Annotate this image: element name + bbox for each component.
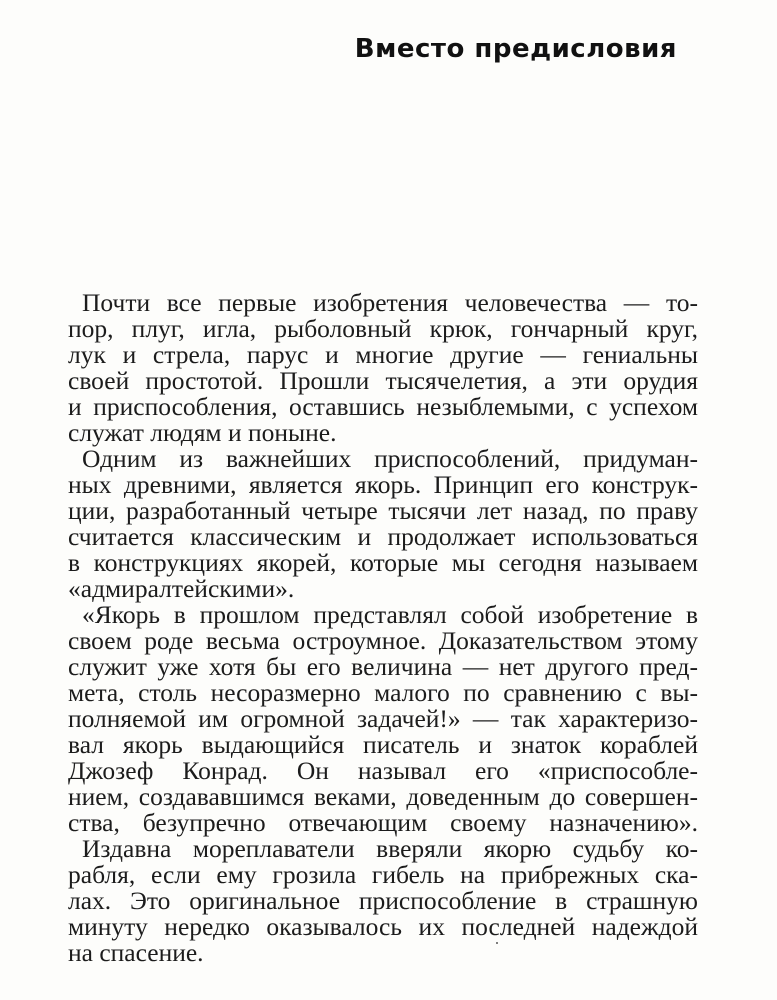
text-line: мета, столь несоразмерно малого по сравнению с вы-: [68, 678, 698, 707]
text-line: Издавна мореплаватели вверяли якорю судьбу ко-: [82, 834, 698, 863]
print-speck: [496, 942, 498, 944]
text-line: Почти все первые изобретения человечества — то-: [82, 288, 698, 317]
text-line: ных древними, является якорь. Принцип его конструк-: [68, 470, 698, 499]
text-line: полняемой им огромной задачей!» — так характеризо-: [68, 704, 698, 733]
text-line: и приспособления, оставшись незыблемыми, с успехом: [68, 392, 698, 421]
text-line: минуту нередко оказывалось их последней надеждой: [68, 912, 698, 941]
text-line: «Якорь в прошлом представлял собой изобретение в: [82, 600, 698, 629]
text-line: на спасение.: [68, 938, 204, 967]
text-line: служат людям и поныне.: [68, 418, 337, 447]
text-line: своей простотой. Прошли тысячелетия, а эти орудия: [68, 366, 698, 395]
text-line: служит уже хотя бы его величина — нет другого пред-: [68, 652, 698, 681]
page-heading: Вместо предисловия: [354, 34, 677, 64]
text-line: считается классическим и продолжает использоваться: [68, 522, 698, 551]
text-line: вал якорь выдающийся писатель и знаток кораблей: [68, 730, 698, 759]
text-line: Одним из важнейших приспособлений, придуман-: [82, 444, 698, 473]
text-line: ции, разработанный четыре тысячи лет назад, по праву: [68, 496, 698, 525]
text-line: ства, безупречно отвечающим своему назначению».: [68, 808, 698, 837]
text-line: в конструкциях якорей, которые мы сегодня называем: [68, 548, 698, 577]
text-line: «адмиралтейскими».: [68, 574, 295, 603]
text-line: нием, создававшимся веками, доведенным до совершен-: [68, 782, 698, 811]
text-line: лах. Это оригинальное приспособление в страшную: [68, 886, 698, 915]
text-line: своем роде весьма остроумное. Доказательством этому: [68, 626, 698, 655]
text-line: Джозеф Конрад. Он называл его «приспособле-: [68, 756, 698, 785]
text-line: рабля, если ему грозила гибель на прибрежных ска-: [68, 860, 698, 889]
body-text: [68, 290, 698, 966]
text-line: пор, плуг, игла, рыболовный крюк, гончарный круг,: [68, 314, 698, 343]
text-line: лук и стрела, парус и многие другие — гениальны: [68, 340, 698, 369]
